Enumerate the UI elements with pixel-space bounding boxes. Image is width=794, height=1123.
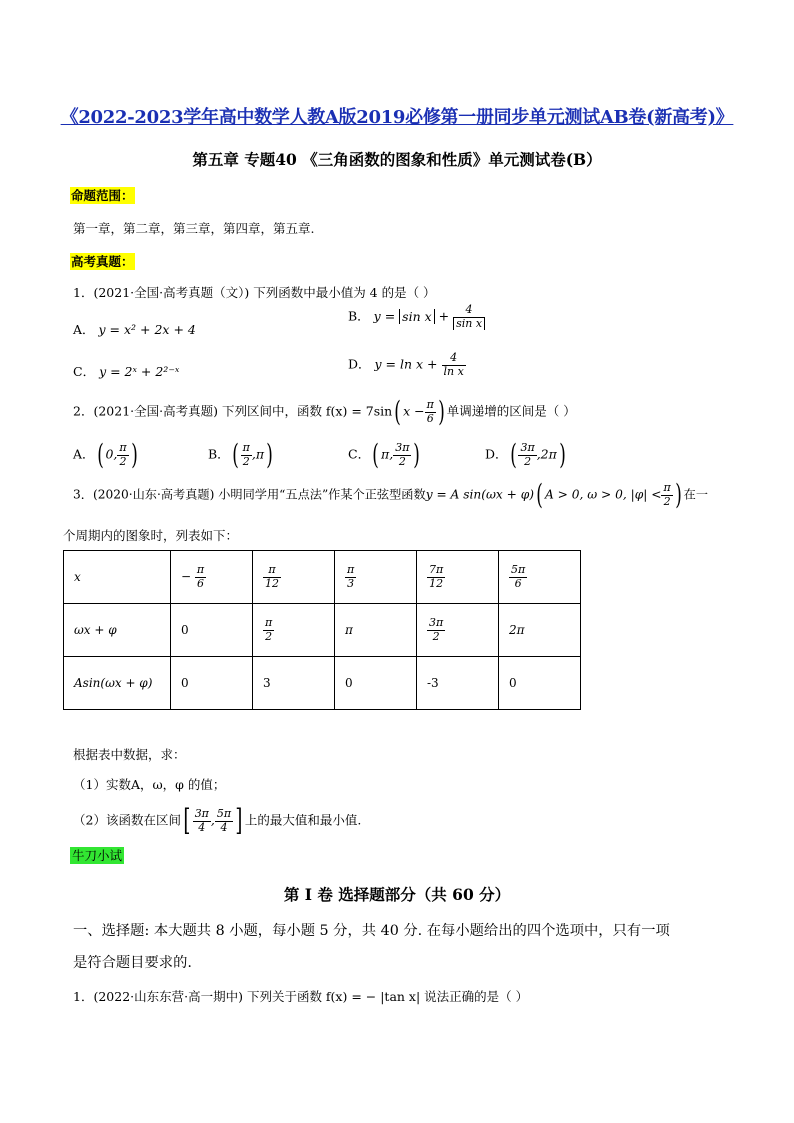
option-label: A． bbox=[73, 322, 95, 337]
denominator: 6 bbox=[514, 576, 522, 590]
option-label: D． bbox=[485, 446, 508, 462]
option-label: C． bbox=[73, 364, 96, 379]
five-point-table bbox=[63, 550, 581, 710]
left-paren: ( bbox=[231, 438, 239, 471]
numerator: 4 bbox=[442, 352, 466, 366]
gaokao-q1-option-c bbox=[73, 362, 179, 380]
numerator: π bbox=[119, 440, 127, 454]
stem-tail: 在一 bbox=[683, 487, 709, 502]
option-label: B． bbox=[208, 446, 230, 462]
denominator: 4 bbox=[220, 820, 228, 834]
fraction bbox=[427, 564, 445, 590]
denominator: 4 bbox=[198, 820, 206, 834]
table-row bbox=[64, 657, 581, 710]
numerator: 3π bbox=[429, 615, 444, 629]
option-formula: y = 2ˣ + 2²⁻ˣ bbox=[99, 364, 180, 379]
gaokao-q3-stem-line2: 个周期内的图象时，列表如下： bbox=[63, 528, 239, 543]
right-paren: ) bbox=[266, 438, 273, 471]
fraction bbox=[263, 617, 274, 643]
denominator: 6 bbox=[197, 576, 204, 590]
table-cell bbox=[171, 551, 253, 604]
numerator: π bbox=[263, 564, 281, 578]
fraction bbox=[215, 808, 233, 834]
interval-left: π, bbox=[381, 446, 394, 462]
table-cell bbox=[335, 551, 417, 604]
formula: y = A sin(ωx + φ) bbox=[425, 487, 535, 502]
denominator: 12 bbox=[429, 576, 444, 590]
table-cell: π bbox=[335, 604, 417, 657]
practice-label: 牛刀小试 bbox=[72, 848, 123, 863]
table-cell bbox=[417, 604, 499, 657]
option-label: A． bbox=[73, 446, 95, 462]
gaokao-q1-stem: 1．(2021·全国·高考真题（文）) 下列函数中最小值为 4 的是（ ） bbox=[73, 285, 436, 300]
denominator: 2 bbox=[524, 454, 532, 468]
numerator: 5π bbox=[511, 562, 526, 576]
fraction bbox=[518, 442, 536, 468]
option-formula-prefix: y = bbox=[373, 308, 400, 324]
scope-label-wrap bbox=[70, 186, 135, 204]
fraction bbox=[195, 564, 206, 590]
option-formula-prefix: y = ln x + bbox=[374, 356, 442, 372]
denominator: 2 bbox=[119, 454, 127, 468]
denominator: 2 bbox=[663, 494, 671, 508]
numerator: 5π bbox=[216, 806, 232, 820]
table-cell bbox=[417, 551, 499, 604]
denominator: 2 bbox=[432, 629, 440, 643]
right-paren: ) bbox=[674, 478, 682, 511]
table-cell bbox=[253, 551, 335, 604]
gaokao-q1-option-a bbox=[73, 320, 196, 338]
section-title: 第 I 卷 选择题部分（共 60 分） bbox=[283, 885, 511, 904]
table-cell: 3 bbox=[253, 657, 335, 710]
option-label: B． bbox=[348, 308, 370, 324]
left-paren: ( bbox=[96, 438, 104, 471]
gaokao-q3-part2: （2）该函数在区间[ $\frac{3\pi}{4}$ , $\frac{5\pi}{4}$ ] 上的最大值和最小值. bbox=[73, 803, 362, 838]
part2-suffix: 上的最大值和最小值. bbox=[244, 812, 362, 828]
fraction bbox=[442, 352, 466, 378]
right-paren: ) bbox=[413, 438, 421, 471]
left-paren: ( bbox=[394, 395, 401, 428]
row-head-x: x bbox=[64, 551, 171, 604]
x-minus: x − bbox=[403, 403, 425, 419]
sign: − bbox=[181, 569, 192, 584]
fraction bbox=[193, 808, 211, 834]
gaokao-label: 高考真题： bbox=[71, 254, 134, 269]
fraction bbox=[453, 304, 485, 330]
table-cell: 0 bbox=[171, 604, 253, 657]
fraction bbox=[425, 399, 436, 425]
numerator: 3π bbox=[520, 440, 535, 454]
numerator: π bbox=[663, 480, 671, 494]
left-paren: ( bbox=[372, 438, 379, 471]
denominator: 2 bbox=[398, 454, 406, 468]
right-paren: ) bbox=[559, 438, 566, 471]
fraction bbox=[117, 442, 128, 468]
numerator: π bbox=[265, 615, 273, 629]
interval-left: 0, bbox=[105, 446, 118, 462]
gaokao-q3-after: 根据表中数据，求： bbox=[73, 747, 186, 762]
numerator: π bbox=[347, 562, 355, 576]
fraction bbox=[263, 564, 281, 590]
table-row bbox=[64, 604, 581, 657]
chapter-title: 第五章 专题40 《三角函数的图象和性质》单元测试卷(B） bbox=[192, 150, 602, 169]
practice-label-wrap bbox=[70, 846, 124, 864]
section-q1-stem: 1．(2022·山东东营·高一期中) 下列关于函数 f(x) = − |tan x| 说法正确的是（ ） bbox=[73, 989, 529, 1004]
row-head-value: Asin(ωx + φ) bbox=[64, 657, 171, 710]
option-formula: y = x² + 2x + 4 bbox=[98, 322, 196, 337]
left-bracket: [ bbox=[183, 803, 191, 838]
table-cell: 2π bbox=[499, 604, 581, 657]
numerator: 3π bbox=[194, 806, 209, 820]
gaokao-q2-stem bbox=[73, 395, 576, 428]
scope-text: 第一章，第二章，第三章，第四章，第五章. bbox=[73, 221, 315, 236]
numerator: 3π bbox=[395, 440, 410, 454]
gaokao-q1-option-b bbox=[348, 304, 485, 330]
left-paren: ( bbox=[509, 438, 517, 471]
stem-suffix: 单调递增的区间是（ ） bbox=[446, 403, 576, 419]
fraction bbox=[661, 482, 672, 508]
section-instr-line2: 是符合题目要求的. bbox=[73, 955, 192, 971]
denominator: sin x bbox=[453, 318, 485, 331]
denominator: 12 bbox=[265, 576, 279, 590]
stem-prefix: 2．(2021·全国·高考真题) 下列区间中，函数 f(x) = 7sin bbox=[73, 403, 393, 419]
fraction bbox=[345, 564, 356, 590]
row-head-phase: ωx + φ bbox=[64, 604, 171, 657]
denominator: 6 bbox=[426, 411, 434, 425]
table-cell bbox=[499, 551, 581, 604]
gaokao-q3-part1: （1）实数A，ω，φ 的值； bbox=[73, 777, 226, 792]
option-label: C． bbox=[348, 446, 371, 462]
gaokao-q1-option-d bbox=[348, 352, 466, 378]
section-instr-line1: 一、选择题: 本大题共 8 小题，每小题 5 分，共 40 分. 在每小题给出的四个选项中，只有一项 bbox=[73, 923, 670, 939]
table-cell: -3 bbox=[417, 657, 499, 710]
part2-prefix: （2）该函数在区间 bbox=[73, 812, 181, 828]
gaokao-q2-option-a bbox=[73, 438, 140, 471]
table-row bbox=[64, 551, 581, 604]
gaokao-label-wrap bbox=[70, 252, 135, 270]
numerator: π bbox=[426, 397, 434, 411]
fraction bbox=[241, 442, 252, 468]
gaokao-q3-stem bbox=[73, 478, 709, 511]
fraction bbox=[393, 442, 411, 468]
numerator: 4 bbox=[453, 304, 485, 318]
denominator: ln x bbox=[443, 364, 464, 378]
numerator: π bbox=[196, 562, 205, 576]
right-paren: ) bbox=[438, 395, 445, 428]
table-cell: 0 bbox=[171, 657, 253, 710]
gaokao-q2-option-b bbox=[208, 438, 275, 471]
scope-label: 命题范围： bbox=[71, 188, 134, 203]
table-cell bbox=[253, 604, 335, 657]
gaokao-q2-option-c bbox=[348, 438, 422, 471]
denominator: 2 bbox=[265, 629, 273, 643]
condition: A > 0, ω > 0, |φ| < bbox=[544, 487, 662, 502]
table-cell: 0 bbox=[335, 657, 417, 710]
interval-right: ,2π bbox=[536, 446, 557, 462]
right-paren: ) bbox=[130, 438, 138, 471]
stem-prefix: 3．(2020·山东·高考真题) 小明同学用“五点法”作某个正弦型函数 bbox=[73, 487, 426, 502]
right-bracket: ] bbox=[235, 803, 243, 838]
left-paren: ( bbox=[536, 478, 543, 511]
denominator: 2 bbox=[242, 454, 250, 468]
option-label: D． bbox=[348, 356, 371, 372]
denominator: 3 bbox=[347, 576, 355, 590]
series-title: 《2022-2023学年高中数学人教A版2019必修第一册同步单元测试AB卷(新高考)》 bbox=[60, 107, 734, 128]
table-cell: 0 bbox=[499, 657, 581, 710]
plus-sign: + bbox=[434, 308, 454, 324]
fraction bbox=[427, 617, 445, 643]
numerator: π bbox=[242, 440, 250, 454]
gaokao-q2-option-d bbox=[485, 438, 568, 471]
abs-value: sin x bbox=[399, 309, 435, 324]
numerator: 7π bbox=[429, 562, 444, 576]
fraction bbox=[509, 564, 527, 590]
interval-right: ,π bbox=[251, 446, 265, 462]
